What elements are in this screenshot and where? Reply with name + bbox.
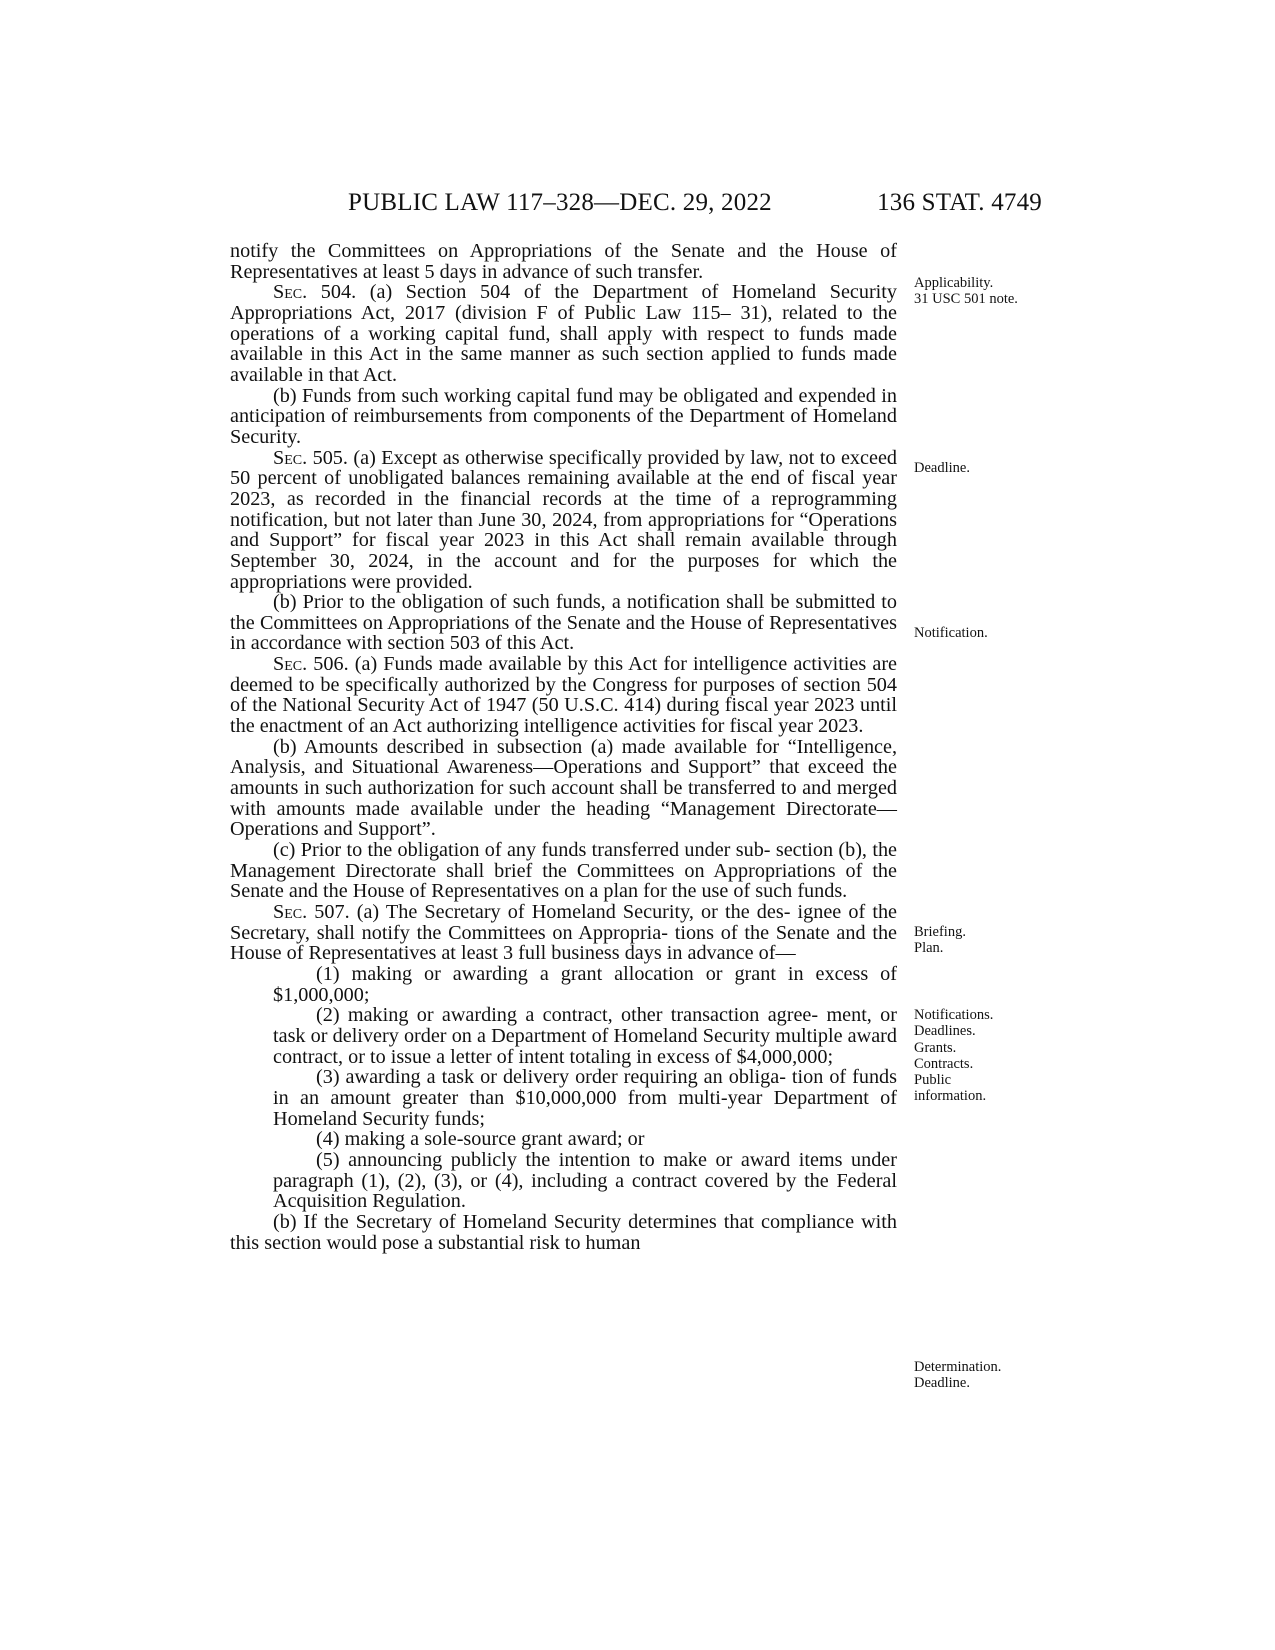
law-title: PUBLIC LAW 117–328—DEC. 29, 2022 — [348, 189, 772, 216]
document-body — [230, 241, 897, 1253]
list-item: (4) making a sole-source grant award; or — [316, 1128, 645, 1151]
statute-citation: 136 STAT. 4749 — [877, 189, 1042, 216]
page-header — [0, 186, 1275, 220]
list-item: (3) awarding a task or delivery order requiring an obliga- tion of funds in an amount greater than $10,000,000 from multi-year Department of Homeland Security funds; — [273, 1066, 897, 1130]
section-506-paragraph: Sec. 506. (a) Funds made available by this Act for intelligence activities are deemed to be specifically authorized by the Congress for purposes of section 504 of the National Security Act of 1947 (50 U.S.C. 414) during fiscal year 2023 until the enactment of an Act authorizing intelligence activities for fiscal year 2023. — [230, 653, 897, 738]
section-507-paragraph: Sec. 507. (a) The Secretary of Homeland Security, or the des- ignee of the Secretary, shall notify the Committees on Appropria- tions of the Senate and the House of Representatives at least 3 full business days in advance of— — [230, 901, 897, 965]
body-paragraph: notify the Committees on Appropriations of the Senate and the House of Representatives at least 5 days in advance of such transfer. — [230, 240, 897, 283]
body-paragraph: (b) Amounts described in subsection (a) made available for “Intelligence, Analysis, and Situational Awareness—Operations and Support” that exceed the amounts in such authorization for such account shall be transferred to and merged with amounts made available under the heading “Management Directorate—Operations and Support”. — [230, 735, 897, 841]
margin-note-notification: Notification. — [914, 625, 988, 641]
section-504-paragraph: Sec. 504. (a) Section 504 of the Department of Homeland Security Appropriations Act, 2017 (division F of Public Law 115– 31), related to the operations of a working capital fund, shall apply with respect to funds made available in this Act in the same manner as such section applied to funds made available in that Act. — [230, 281, 897, 386]
margin-note-determination: Determination. Deadline. — [914, 1359, 1002, 1392]
section-label: Sec. — [273, 281, 308, 304]
body-paragraph: (c) Prior to the obligation of any funds transferred under sub- section (b), the Management Directorate shall brief the Committees on Appropriations of the Senate and the House of Representatives on a plan for the use of such funds. — [230, 839, 897, 903]
section-505-paragraph: Sec. 505. (a) Except as otherwise specifically provided by law, not to exceed 50 percent of unobligated balances remaining available at the end of fiscal year 2023, as recorded in the financial records at the time of a reprogramming notification, but not later than June 30, 2024, from appropriations for “Operations and Support” for fiscal year 2023 in this Act shall remain available through September 30, 2024, in the account and for the purposes for which the appropriations were provided. — [230, 446, 897, 593]
list-item: (5) announcing publicly the intention to make or award items under paragraph (1), (2), (3), or (4), including a contract covered by the Federal Acquisition Regulation. — [273, 1148, 897, 1213]
margin-note-notifications: Notifications. Deadlines. Grants. Contracts. Public information. — [914, 1007, 994, 1105]
margin-note-applicability: Applicability. 31 USC 501 note. — [914, 275, 1018, 308]
list-item: (1) making or awarding a grant allocation or grant in excess of $1,000,000; — [273, 962, 897, 1006]
section-label: Sec. — [273, 653, 308, 676]
section-label: Sec. — [273, 901, 308, 923]
margin-note-deadline: Deadline. — [914, 460, 970, 476]
list-item: (2) making or awarding a contract, other transaction agree- ment, or task or delivery order on a Department of Homeland Security multiple award contract, or to issue a letter of intent totaling in excess of $4,000,000; — [273, 1004, 897, 1068]
margin-note-briefing: Briefing. Plan. — [914, 924, 966, 957]
body-paragraph: (b) Funds from such working capital fund may be obligated and expended in anticipation of reimbursements from components of the Department of Homeland Security. — [230, 384, 897, 448]
body-paragraph: (b) If the Secretary of Homeland Security determines that compliance with this section would pose a substantial risk to human — [230, 1210, 897, 1254]
section-label: Sec. — [273, 446, 308, 469]
body-paragraph: (b) Prior to the obligation of such funds, a notification shall be submitted to the Committees on Appropriations of the Senate and the House of Representatives in accordance with section 503 of this Act. — [230, 591, 897, 655]
